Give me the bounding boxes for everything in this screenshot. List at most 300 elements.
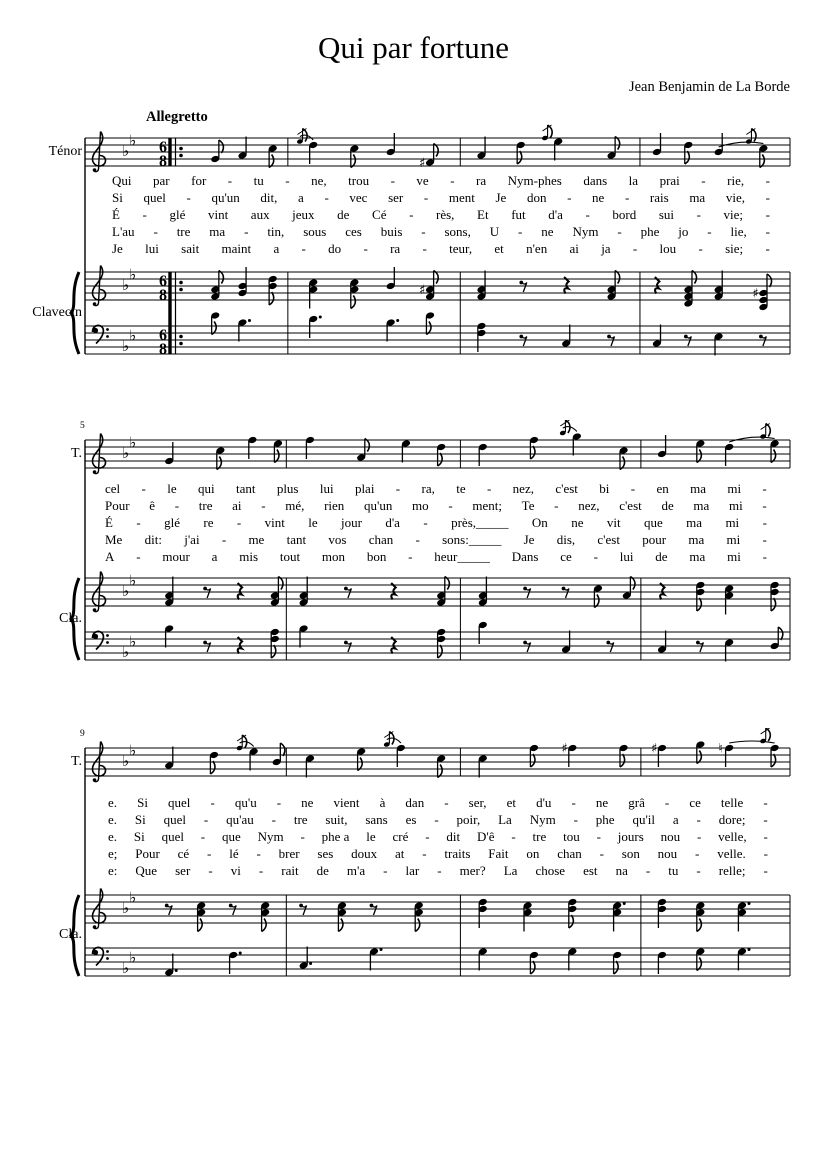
- lyric-syllable: -: [696, 812, 701, 827]
- lyric-syllable: qu'au: [226, 812, 254, 827]
- score-title: Qui par fortune: [317, 30, 510, 65]
- svg-text:8: 8: [159, 153, 167, 170]
- lyric-syllable: -: [174, 498, 180, 513]
- lyric-syllable: ma: [686, 515, 703, 530]
- lyric-syllable: -: [203, 812, 209, 827]
- lyric-syllable: -: [763, 795, 768, 810]
- lyric-syllable: Si: [137, 795, 148, 810]
- lyric-syllable: quel: [163, 812, 187, 827]
- lyric-syllable: relle;: [718, 863, 746, 878]
- lyric-syllable: -: [593, 549, 598, 564]
- lyric-syllable: -: [136, 515, 141, 530]
- lyric-syllable: -: [695, 846, 700, 861]
- lyric-syllable: pour: [642, 532, 667, 547]
- lyric-syllable: -: [434, 812, 439, 827]
- svg-text:♭: ♭: [129, 741, 137, 760]
- lyrics-system-3: [108, 794, 768, 879]
- lyric-line: [105, 497, 767, 514]
- lyric-syllable: ces: [345, 224, 362, 239]
- lyric-syllable: -: [423, 515, 428, 530]
- lyric-syllable: U: [489, 224, 500, 239]
- lyric-syllable: On: [531, 515, 548, 530]
- lyric-syllable: -: [363, 241, 368, 256]
- lyric-syllable: qu'un: [211, 190, 240, 205]
- lyric-syllable: lui: [145, 241, 159, 256]
- lyric-syllable: jeux: [292, 207, 315, 222]
- lyric-syllable: mi: [726, 532, 741, 547]
- lyric-syllable: mi: [725, 515, 740, 530]
- lyric-syllable: vient: [333, 795, 360, 810]
- lyric-syllable: e.: [108, 829, 118, 844]
- lyric-syllable: cré: [392, 829, 409, 844]
- lyric-syllable: -: [554, 498, 559, 513]
- lyric-syllable: ma: [689, 549, 706, 564]
- svg-text:8: 8: [159, 287, 167, 304]
- lyric-syllable: -: [227, 173, 233, 188]
- lyric-syllable: tre: [532, 829, 547, 844]
- lyric-syllable: Nym: [572, 224, 599, 239]
- lyric-line: [105, 480, 767, 497]
- lyric-syllable: que: [643, 515, 663, 530]
- lyric-syllable: -: [696, 829, 702, 844]
- lyric-syllable: ma: [693, 498, 710, 513]
- piano-bass-staff: [85, 311, 790, 355]
- lyric-syllable: lar: [405, 863, 420, 878]
- lyric-syllable: -: [258, 863, 264, 878]
- lyric-syllable: qu'u: [234, 795, 257, 810]
- lyric-syllable: -: [696, 863, 701, 878]
- lyric-syllable: mis: [239, 549, 259, 564]
- lyric-syllable: -: [701, 173, 706, 188]
- lyric-syllable: -: [763, 846, 768, 861]
- lyric-syllable: -: [567, 190, 572, 205]
- lyric-syllable: cel: [105, 481, 121, 496]
- lyric-syllable: Te: [521, 498, 535, 513]
- lyric-syllable: ne: [571, 515, 584, 530]
- lyric-syllable: -: [300, 829, 305, 844]
- lyric-syllable: velle,: [718, 829, 747, 844]
- lyric-syllable: phe a: [321, 829, 350, 844]
- lyric-syllable: ses: [317, 846, 334, 861]
- lyric-syllable: glé: [169, 207, 186, 222]
- lyric-syllable: dis,: [556, 532, 576, 547]
- lyric-syllable: tou: [563, 829, 580, 844]
- lyric-syllable: na: [615, 863, 628, 878]
- lyric-syllable: -: [324, 190, 329, 205]
- lyric-syllable: Je: [112, 241, 123, 256]
- lyric-syllable: -: [285, 173, 290, 188]
- lyric-syllable: É: [112, 207, 120, 222]
- lyric-syllable: a: [211, 549, 218, 564]
- svg-text:♯: ♯: [561, 741, 568, 757]
- lyric-syllable: -: [415, 532, 420, 547]
- lyric-syllable: dit:: [144, 532, 162, 547]
- lyric-syllable: -: [765, 173, 770, 188]
- lyric-syllable: -: [617, 224, 622, 239]
- lyric-syllable: bi: [599, 481, 610, 496]
- bass-clef-icon: [93, 947, 109, 965]
- lyric-syllable: ma: [688, 532, 705, 547]
- lyric-syllable: -: [301, 241, 306, 256]
- lyric-syllable: tu: [668, 863, 679, 878]
- lyric-syllable: lui: [319, 481, 334, 496]
- lyric-syllable: c'est: [597, 532, 620, 547]
- lyric-syllable: vint: [207, 207, 229, 222]
- piano-treble-staff: [85, 895, 790, 932]
- svg-text:♭: ♭: [122, 959, 130, 977]
- lyric-line: [112, 189, 770, 206]
- lyric-syllable: nou: [660, 829, 681, 844]
- lyric-syllable: de: [316, 863, 329, 878]
- lyric-syllable: par: [153, 173, 170, 188]
- staff-label-clavecin-3: Cla.: [59, 927, 82, 942]
- lyric-syllable: Et: [477, 207, 489, 222]
- lyric-syllable: Pour: [135, 846, 160, 861]
- lyric-syllable: -: [423, 190, 429, 205]
- lyric-syllable: trou: [348, 173, 370, 188]
- lyric-syllable: -: [696, 207, 701, 222]
- lyric-syllable: ne,: [311, 173, 327, 188]
- lyric-syllable: Nym-phes: [507, 173, 562, 188]
- lyric-syllable: -: [186, 190, 191, 205]
- lyric-syllable: sui: [658, 207, 674, 222]
- lyric-syllable: -: [632, 241, 638, 256]
- lyric-syllable: ai: [569, 241, 579, 256]
- lyric-syllable: -: [486, 481, 492, 496]
- lyric-line: [108, 811, 768, 828]
- lyric-syllable: mi: [727, 481, 742, 496]
- lyric-syllable: nez,: [578, 498, 600, 513]
- lyric-syllable: Je: [523, 532, 535, 547]
- lyric-syllable: Me: [105, 532, 123, 547]
- lyric-syllable: Si: [134, 812, 146, 827]
- lyric-syllable: le: [308, 515, 318, 530]
- lyric-syllable: -: [136, 549, 141, 564]
- lyric-syllable: -: [585, 207, 590, 222]
- lyric-syllable: Nym: [257, 829, 284, 844]
- lyric-syllable: Que: [135, 863, 158, 878]
- lyric-syllable: a: [672, 812, 679, 827]
- lyric-syllable: -: [450, 173, 455, 188]
- lyric-syllable: heur_____: [434, 549, 490, 564]
- lyric-syllable: -: [383, 863, 388, 878]
- vocal-staff: [85, 420, 790, 470]
- lyric-syllable: -: [408, 549, 413, 564]
- lyric-syllable: es: [405, 812, 417, 827]
- lyric-syllable: on: [526, 846, 540, 861]
- lyric-syllable: sons:_____: [442, 532, 502, 547]
- lyric-syllable: suit,: [325, 812, 348, 827]
- lyric-syllable: mé,: [285, 498, 305, 513]
- lyric-syllable: mi: [727, 549, 741, 564]
- lyric-syllable: e:: [108, 863, 118, 878]
- lyric-syllable: le: [366, 829, 376, 844]
- lyric-syllable: teur,: [449, 241, 473, 256]
- lyric-syllable: -: [664, 795, 670, 810]
- lyric-syllable: ne: [595, 795, 609, 810]
- lyric-syllable: maint: [221, 241, 252, 256]
- lyric-syllable: -: [762, 481, 767, 496]
- lyric-syllable: A: [105, 549, 115, 564]
- lyric-syllable: bord: [612, 207, 637, 222]
- lyric-syllable: ai: [232, 498, 242, 513]
- lyric-syllable: nez,: [512, 481, 534, 496]
- lyric-syllable: -: [261, 498, 266, 513]
- lyric-syllable: qu'il: [632, 812, 656, 827]
- svg-text:♭: ♭: [122, 337, 130, 355]
- staff-label-tenor-1: Ténor: [48, 144, 82, 159]
- lyric-syllable: La: [498, 812, 512, 827]
- lyric-syllable: tu: [253, 173, 264, 188]
- lyric-syllable: vit: [606, 515, 621, 530]
- lyric-syllable: vint: [264, 515, 285, 530]
- lyric-syllable: -: [571, 795, 576, 810]
- lyric-syllable: m'a: [346, 863, 366, 878]
- lyric-syllable: tin,: [267, 224, 285, 239]
- lyric-syllable: -: [421, 224, 426, 239]
- lyric-syllable: -: [698, 241, 703, 256]
- lyric-line: [108, 794, 768, 811]
- lyric-line: [105, 548, 767, 565]
- lyric-syllable: grâ: [628, 795, 645, 810]
- lyric-syllable: tre: [293, 812, 308, 827]
- piano-brace: [71, 578, 79, 660]
- lyric-syllable: -: [765, 207, 770, 222]
- lyric-syllable: ve: [416, 173, 429, 188]
- lyric-line: [105, 531, 767, 548]
- lyric-syllable: fut: [511, 207, 526, 222]
- svg-text:6: 6: [159, 327, 167, 344]
- lyric-syllable: lou: [659, 241, 677, 256]
- lyric-syllable: qui: [197, 481, 215, 496]
- lyric-syllable: -: [763, 812, 768, 827]
- lyric-syllable: vie,: [725, 190, 745, 205]
- lyric-syllable: le: [167, 481, 177, 496]
- lyric-syllable: Qui: [112, 173, 132, 188]
- svg-text:♯: ♯: [752, 286, 759, 302]
- svg-text:♮: ♮: [718, 741, 723, 757]
- lyric-syllable: mi: [728, 498, 743, 513]
- lyric-line: [105, 514, 767, 531]
- lyric-syllable: j'ai: [184, 532, 200, 547]
- piano-brace: [71, 272, 79, 354]
- lyric-syllable: -: [425, 829, 430, 844]
- lyric-syllable: d'a: [548, 207, 563, 222]
- lyric-syllable: tant: [235, 481, 256, 496]
- lyric-syllable: jour: [341, 515, 362, 530]
- lyric-syllable: Fait: [488, 846, 509, 861]
- svg-text:♭: ♭: [122, 444, 130, 462]
- lyric-syllable: de: [337, 207, 350, 222]
- lyric-syllable: dit,: [260, 190, 278, 205]
- lyric-syllable: a: [273, 241, 280, 256]
- svg-text:6: 6: [159, 139, 167, 156]
- lyric-syllable: rait: [281, 863, 299, 878]
- lyric-line: [112, 172, 770, 189]
- lyric-syllable: Je: [495, 190, 507, 205]
- lyric-syllable: tout: [279, 549, 301, 564]
- lyric-syllable: Pour: [105, 498, 130, 513]
- lyric-syllable: dan: [405, 795, 425, 810]
- svg-text:♭: ♭: [122, 276, 130, 294]
- lyric-syllable: e.: [108, 795, 118, 810]
- lyric-syllable: -: [221, 532, 227, 547]
- lyric-syllable: c'est: [619, 498, 642, 513]
- lyric-syllable: La: [503, 863, 518, 878]
- lyric-syllable: -: [409, 207, 414, 222]
- piano-treble-staff: [85, 267, 790, 311]
- lyric-syllable: Nym: [529, 812, 556, 827]
- lyric-syllable: ê: [149, 498, 156, 513]
- lyric-syllable: -: [630, 481, 636, 496]
- lyric-syllable: -: [762, 549, 767, 564]
- lyric-syllable: ser: [388, 190, 404, 205]
- lyric-syllable: velle.: [717, 846, 746, 861]
- lyric-syllable: -: [208, 863, 213, 878]
- lyric-syllable: mer?: [459, 863, 486, 878]
- measure-number-9: 9: [80, 729, 85, 739]
- lyric-syllable: ma: [209, 224, 226, 239]
- lyric-syllable: ce: [560, 549, 572, 564]
- svg-text:8: 8: [159, 341, 167, 358]
- lyric-syllable: son: [621, 846, 640, 861]
- lyric-syllable: -: [624, 190, 630, 205]
- lyric-syllable: Si: [112, 190, 123, 205]
- lyric-syllable: -: [395, 481, 401, 496]
- lyric-syllable: glé: [164, 515, 180, 530]
- lyric-syllable: -: [271, 812, 276, 827]
- lyric-syllable: -: [210, 795, 215, 810]
- svg-text:♭: ♭: [129, 433, 137, 452]
- lyric-syllable: phe: [595, 812, 615, 827]
- tempo-marking: Allegretto: [146, 109, 208, 125]
- svg-text:♭: ♭: [122, 643, 130, 661]
- lyric-syllable: -: [276, 795, 282, 810]
- lyric-syllable: -: [141, 481, 146, 496]
- lyric-syllable: vie;: [723, 207, 744, 222]
- composer-credit: Jean Benjamin de La Borde: [628, 79, 790, 95]
- lyric-syllable: d'a: [385, 515, 400, 530]
- lyric-syllable: tre: [198, 498, 213, 513]
- lyric-syllable: aux: [250, 207, 270, 222]
- staff-label-clavecin-2: Cla.: [59, 611, 82, 626]
- lyric-syllable: -: [390, 173, 395, 188]
- svg-text:♭: ♭: [129, 571, 137, 590]
- svg-text:♭: ♭: [122, 142, 130, 160]
- lyric-syllable: buis: [380, 224, 403, 239]
- svg-text:♭: ♭: [129, 131, 137, 150]
- lyric-syllable: -: [422, 241, 427, 256]
- lyric-syllable: -: [444, 795, 449, 810]
- lyric-syllable: mon: [321, 549, 345, 564]
- lyric-syllable: -: [207, 846, 212, 861]
- lyric-syllable: lui: [619, 549, 634, 564]
- svg-text:♯: ♯: [419, 156, 426, 171]
- lyric-line: [108, 862, 768, 879]
- svg-text:♭: ♭: [129, 948, 137, 967]
- lyric-syllable: -: [763, 829, 768, 844]
- lyric-syllable: for: [191, 173, 207, 188]
- lyric-syllable: mour: [162, 549, 190, 564]
- lyric-syllable: -: [448, 498, 453, 513]
- lyric-syllable: lé: [229, 846, 239, 861]
- lyric-syllable: -: [762, 515, 767, 530]
- lyric-syllable: -: [511, 829, 516, 844]
- lyrics-system-1: [112, 172, 770, 257]
- lyric-syllable: de: [655, 549, 668, 564]
- lyric-syllable: doux: [351, 846, 378, 861]
- lyric-syllable: -: [763, 863, 768, 878]
- lyric-syllable: -: [599, 846, 604, 861]
- lyric-syllable: plai: [354, 481, 375, 496]
- lyric-syllable: en: [656, 481, 669, 496]
- lyric-syllable: -: [142, 207, 147, 222]
- lyric-syllable: phe: [640, 224, 660, 239]
- lyric-syllable: re: [203, 515, 214, 530]
- lyric-syllable: n'en: [526, 241, 548, 256]
- lyric-syllable: -: [244, 224, 249, 239]
- lyric-line: [112, 223, 770, 240]
- lyric-syllable: -: [596, 829, 601, 844]
- lyric-syllable: vec: [349, 190, 368, 205]
- lyric-syllable: ne: [541, 224, 554, 239]
- lyric-syllable: chan: [557, 846, 582, 861]
- lyric-syllable: sait: [181, 241, 200, 256]
- lyric-syllable: ment;: [472, 498, 502, 513]
- lyric-syllable: -: [765, 190, 770, 205]
- lyric-syllable: dit: [446, 829, 461, 844]
- lyric-syllable: est: [583, 863, 598, 878]
- lyric-syllable: do: [328, 241, 342, 256]
- lyric-syllable: lie,: [730, 224, 747, 239]
- lyric-syllable: -: [645, 863, 651, 878]
- lyric-syllable: jours: [617, 829, 644, 844]
- lyric-syllable: -: [422, 846, 427, 861]
- lyric-syllable: ce: [689, 795, 701, 810]
- lyric-syllable: ne: [301, 795, 314, 810]
- lyric-syllable: mo: [412, 498, 429, 513]
- lyric-syllable: ra,: [421, 481, 435, 496]
- svg-text:♯: ♯: [651, 741, 658, 757]
- lyric-line: [112, 240, 770, 257]
- svg-text:♭: ♭: [122, 899, 130, 917]
- lyric-syllable: sans: [365, 812, 388, 827]
- lyric-syllable: c'est: [555, 481, 578, 496]
- lyric-syllable: vos: [328, 532, 347, 547]
- piano-bass-staff: [85, 621, 790, 662]
- lyric-syllable: la: [628, 173, 639, 188]
- measure-number-5: 5: [80, 421, 85, 431]
- lyric-syllable: brer: [278, 846, 300, 861]
- bass-clef-icon: [93, 325, 109, 343]
- piano-brace: [71, 895, 79, 976]
- lyric-syllable: chan: [368, 532, 394, 547]
- lyric-syllable: ser,: [468, 795, 487, 810]
- lyric-syllable: ja: [601, 241, 611, 256]
- lyric-syllable: traits: [444, 846, 471, 861]
- lyric-syllable: don: [526, 190, 547, 205]
- lyric-syllable: tre: [176, 224, 191, 239]
- vocal-staff: [85, 125, 790, 171]
- lyric-syllable: a: [298, 190, 304, 205]
- lyric-syllable: et: [506, 795, 517, 810]
- lyric-syllable: rien: [324, 498, 345, 513]
- lyric-syllable: sie;: [725, 241, 744, 256]
- lyric-line: [112, 206, 770, 223]
- lyric-line: [108, 845, 768, 862]
- bass-clef-icon: [93, 631, 109, 649]
- svg-text:♭: ♭: [129, 326, 137, 345]
